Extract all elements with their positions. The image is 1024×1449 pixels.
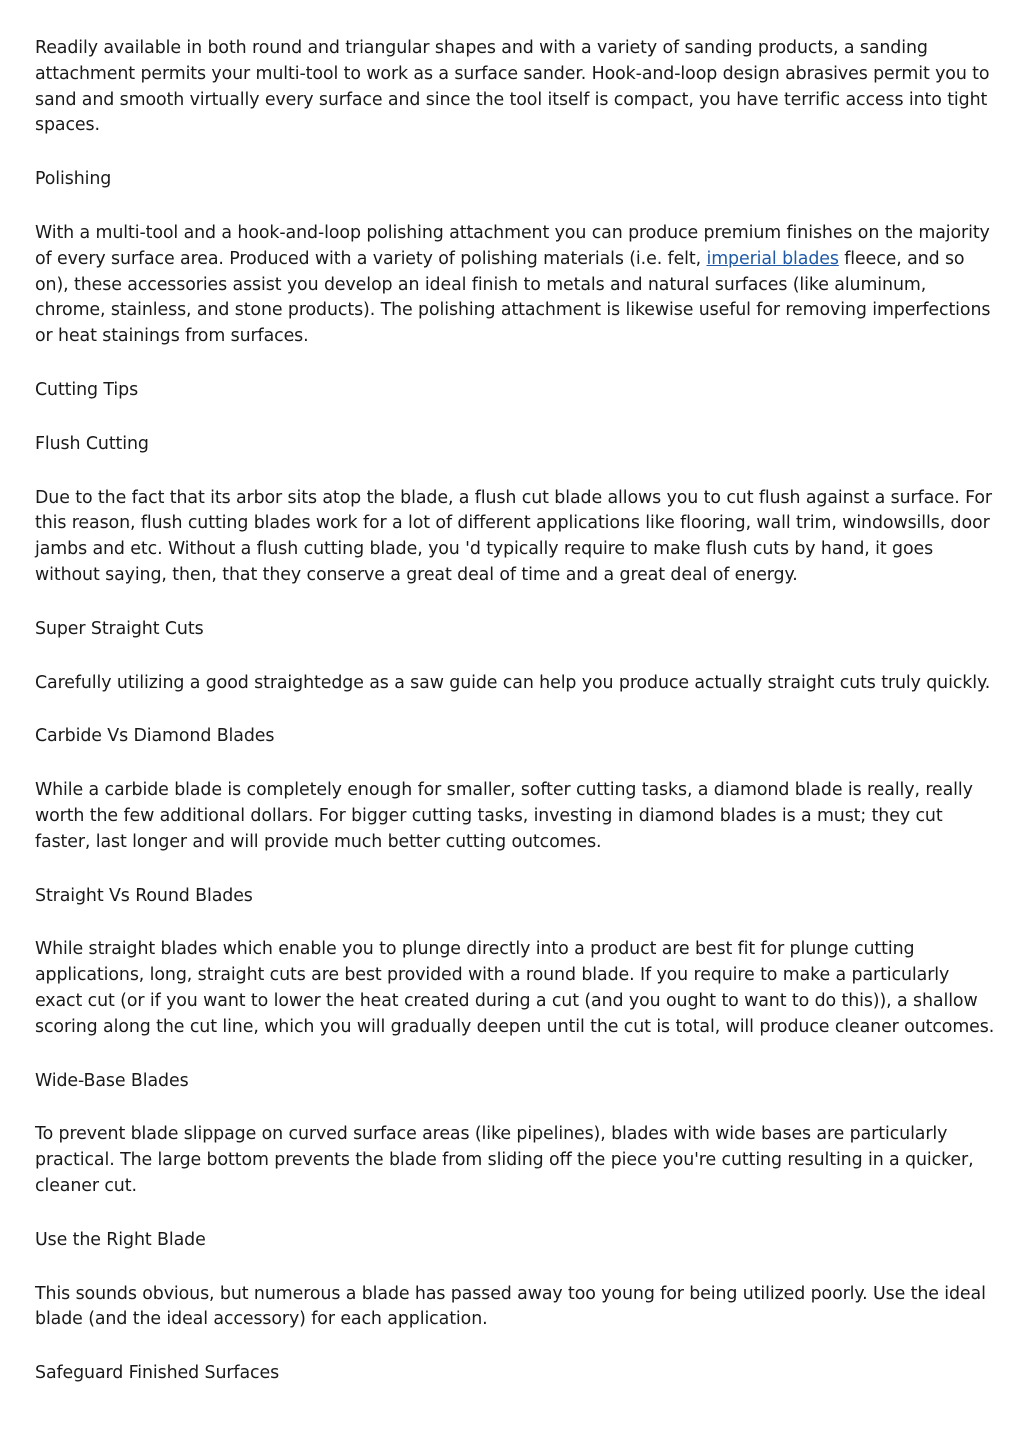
paragraph-right-blade: This sounds obvious, but numerous a blade has passed away too young for being utilized poorly. Use the ideal blade (and the ideal accessory) for each application. xyxy=(35,1283,986,1330)
heading-cutting-tips: Cutting Tips xyxy=(35,379,139,400)
paragraph-sanding: Readily available in both round and triangular shapes and with a variety of sanding products, a sanding attachment permits your multi-tool to work as a surface sander. Hook-and-loop design abrasives permit you to sand and smooth virtually every surface and since the tool itself is compact, you have terrific access into tight spaces. xyxy=(35,38,990,136)
paragraph-wide-base: To prevent blade slippage on curved surface areas (like pipelines), blades with wide bases are particularly practical. The large bottom prevents the blade from sliding off the piece you're cutting resulting in a quicker, cleaner cut. xyxy=(35,1124,974,1196)
heading-carbide-vs-diamond: Carbide Vs Diamond Blades xyxy=(35,726,275,747)
paragraph-straight-cuts: Carefully utilizing a good straightedge as a saw guide can help you produce actually straight cuts truly quickly. xyxy=(35,672,991,693)
paragraph-polishing xyxy=(35,221,995,350)
heading-polishing: Polishing xyxy=(35,169,112,190)
document-body xyxy=(35,36,995,1415)
imperial-blades-link[interactable]: imperial blades xyxy=(706,248,839,269)
paragraph-flush-cutting: Due to the fact that its arbor sits atop the blade, a flush cut blade allows you to cut flush against a surface. For this reason, flush cutting blades work for a lot of different applications like flooring, wall trim, windowsills, door jambs and etc. Without a flush cutting blade, you 'd typically require to make flush cuts by hand, it goes without saying, then, that they conserve a great deal of time and a great deal of energy. xyxy=(35,487,992,585)
paragraph-polishing-text-1: With a multi-tool and a hook-and-loop polishing attachment you can produce premium finishes on the majority of every surface area. Produced with a variety of polishing materials (i.e. felt, xyxy=(35,222,990,269)
heading-super-straight-cuts: Super Straight Cuts xyxy=(35,618,204,639)
heading-safeguard-surfaces: Safeguard Finished Surfaces xyxy=(35,1363,280,1384)
heading-flush-cutting: Flush Cutting xyxy=(35,433,149,454)
heading-wide-base-blades: Wide-Base Blades xyxy=(35,1070,189,1091)
paragraph-straight-round: While straight blades which enable you to plunge directly into a product are best fit for plunge cutting applications, long, straight cuts are best provided with a round blade. If you require to make a particularly exact cut (or if you want to lower the heat created during a cut (and you ought to want to do this)), a shallow scoring along the cut line, which you will gradually deepen until the cut is total, will produce cleaner outcomes. xyxy=(35,939,995,1037)
heading-straight-vs-round: Straight Vs Round Blades xyxy=(35,885,253,906)
paragraph-carbide-diamond: While a carbide blade is completely enough for smaller, softer cutting tasks, a diamond blade is really, really worth the few additional dollars. For bigger cutting tasks, investing in diamond blades is a must; they cut faster, last longer and will provide much better cutting outcomes. xyxy=(35,780,973,852)
heading-use-right-blade: Use the Right Blade xyxy=(35,1229,206,1250)
paragraph-polishing-text-2: fleece, and so on), these accessories assist you develop an ideal finish to metals and natural surfaces (like aluminum, chrome, stainless, and stone products). The polishing attachment is likewise useful for removing imperfections or heat stainings from surfaces. xyxy=(35,248,991,347)
